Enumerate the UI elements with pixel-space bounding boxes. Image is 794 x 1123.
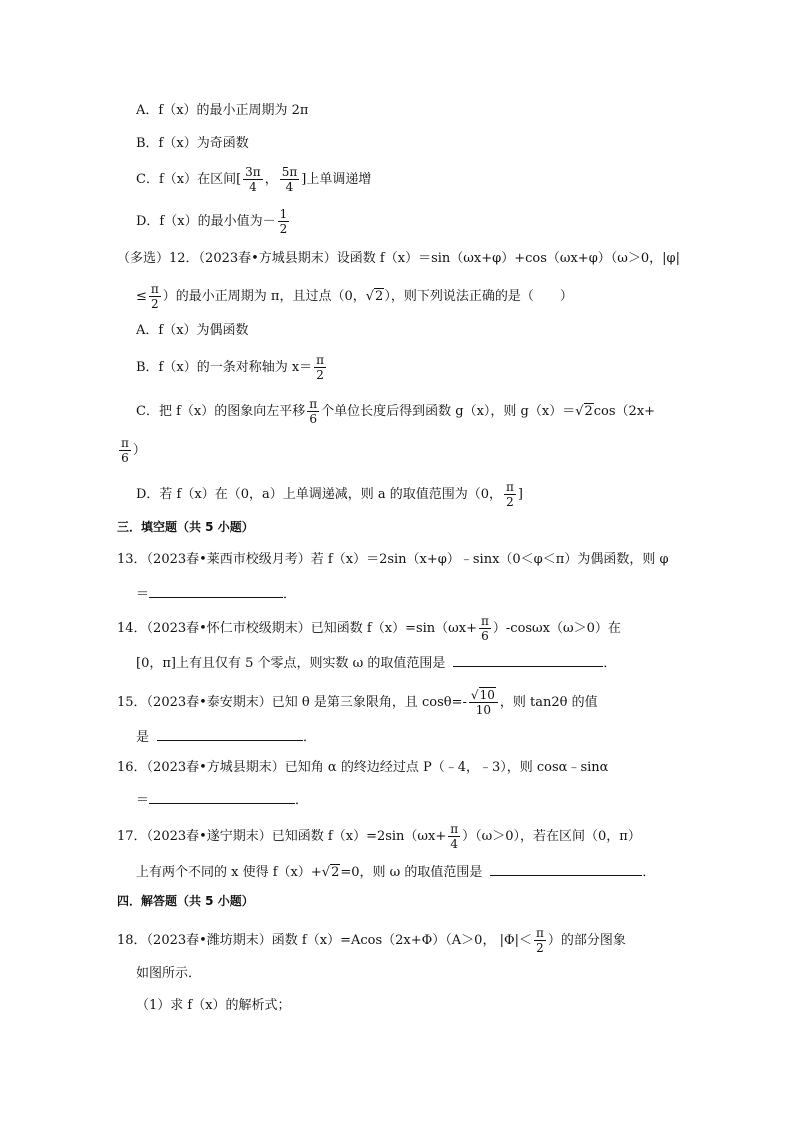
q18-line1: 18．（2023春•潍坊期末）函数 f（x）=Acos（2x+Φ）（A＞0， |Φ|＜ $\frac{\pi}{2}$ ）的部分图象 — [117, 926, 626, 955]
fraction: $\frac{\pi}{2}$ — [150, 282, 159, 311]
fraction: $\frac{1}{2}$ — [279, 207, 288, 236]
q12-stem-line2: ≤ $\frac{\pi}{2}$ ）的最小正周期为 π，且过点（0，√2），则下列说法正确的是（ ） — [136, 282, 573, 311]
answer-blank — [453, 652, 603, 667]
fraction: $\frac{\pi}{6}$ — [121, 436, 129, 465]
q12-option-c: C．把 f（x）的图象向左平移 $\frac{\pi}{6}$ 个单位长度后得到函数 g（x），则 g（x）＝√2cos（2x+ — [136, 397, 656, 426]
q15-line2: 是 ． — [136, 726, 316, 748]
q13-line2: ＝ ． — [136, 583, 296, 605]
q11-option-c: C．f（x）在区间[ $\frac{3\pi}{4}$ ， $\frac{5\pi}{4}$ ]上单调递增 — [136, 165, 372, 194]
answer-blank — [157, 726, 303, 741]
sqrt: √2 — [321, 865, 340, 880]
fraction: $\frac{\pi}{2}$ — [536, 926, 544, 955]
answer-blank — [149, 583, 283, 598]
fraction: $\frac{\pi}{6}$ — [481, 614, 489, 643]
q17-line2: 上有两个不同的 x 使得 f（x）+√2=0，则 ω 的取值范围是 ． — [136, 861, 655, 883]
fraction: $\frac{5\pi}{4}$ — [281, 165, 298, 194]
answer-blank — [490, 861, 642, 876]
answer-blank — [149, 789, 295, 804]
fraction: $\frac{\pi}{2}$ — [506, 480, 514, 509]
q15-line1: 15．（2023春•泰安期末）已知 θ 是第三象限角，且 cosθ=- $\frac{√10}{10}$ ，则 tan2θ 的值 — [117, 688, 598, 717]
fraction: $\frac{3\pi}{4}$ — [245, 165, 261, 194]
q11-option-a: A．f（x）的最小正周期为 2π — [136, 103, 309, 118]
q12-option-a: A．f（x）为偶函数 — [136, 323, 249, 338]
q18-line2: 如图所示． — [136, 966, 202, 981]
q14-line1: 14．（2023春•怀仁市校级期末）已知函数 f（x）=sin（ωx+ $\frac{\pi}{6}$ ）-cosωx（ω＞0）在 — [117, 614, 621, 643]
q11-option-b: B．f（x）为奇函数 — [136, 136, 249, 151]
section-heading-fill-in: 三．填空题（共 5 小题） — [117, 520, 254, 534]
sqrt: √10 — [470, 688, 495, 702]
fraction: $\frac{\pi}{2}$ — [316, 353, 325, 382]
sqrt: √2 — [365, 289, 384, 304]
q16-line1: 16．（2023春•方城县期末）已知角 α 的终边经过点 P（﹣4，﹣3），则 cosα﹣sinα — [117, 760, 609, 775]
q12-option-d: D．若 f（x）在（0，a）上单调递减，则 a 的取值范围为（0， $\frac{\pi}{2}$ ] — [136, 480, 523, 509]
fraction: $\frac{\pi}{4}$ — [450, 822, 459, 851]
fraction: $\frac{\pi}{6}$ — [309, 397, 318, 426]
q14-line2: [0，π]上有且仅有 5 个零点，则实数 ω 的取值范围是 ． — [136, 652, 616, 674]
q11-option-d: D．f（x）的最小值为－ $\frac{1}{2}$ — [136, 207, 288, 236]
q13-line1: 13．（2023春•莱西市校级月考）若 f（x）＝2sin（x+φ）﹣sinx（0＜φ＜π）为偶函数，则 φ — [117, 552, 669, 567]
q12-option-b: B．f（x）的一条对称轴为 x＝ $\frac{\pi}{2}$ — [136, 353, 325, 382]
q12-stem-line1: （多选）12．（2023春•方城县期末）设函数 f（x）＝sin（ωx+φ）+cos（ωx+φ）（ω＞0，|φ| — [117, 251, 681, 266]
q16-line2: ＝ ． — [136, 789, 308, 811]
fraction: $\frac{√10}{10}$ — [469, 688, 498, 717]
q12-option-c-cont: $\frac{\pi}{6}$ ） — [121, 436, 146, 465]
q18-line3: （1）求 f（x）的解析式； — [136, 998, 291, 1013]
section-heading-answer: 四．解答题（共 5 小题） — [117, 894, 254, 908]
q17-line1: 17．（2023春•遂宁期末）已知函数 f（x）=2sin（ωx+ $\frac{\pi}{4}$ ）（ω＞0），若在区间（0，π） — [117, 822, 641, 851]
sqrt: √2 — [575, 404, 593, 419]
